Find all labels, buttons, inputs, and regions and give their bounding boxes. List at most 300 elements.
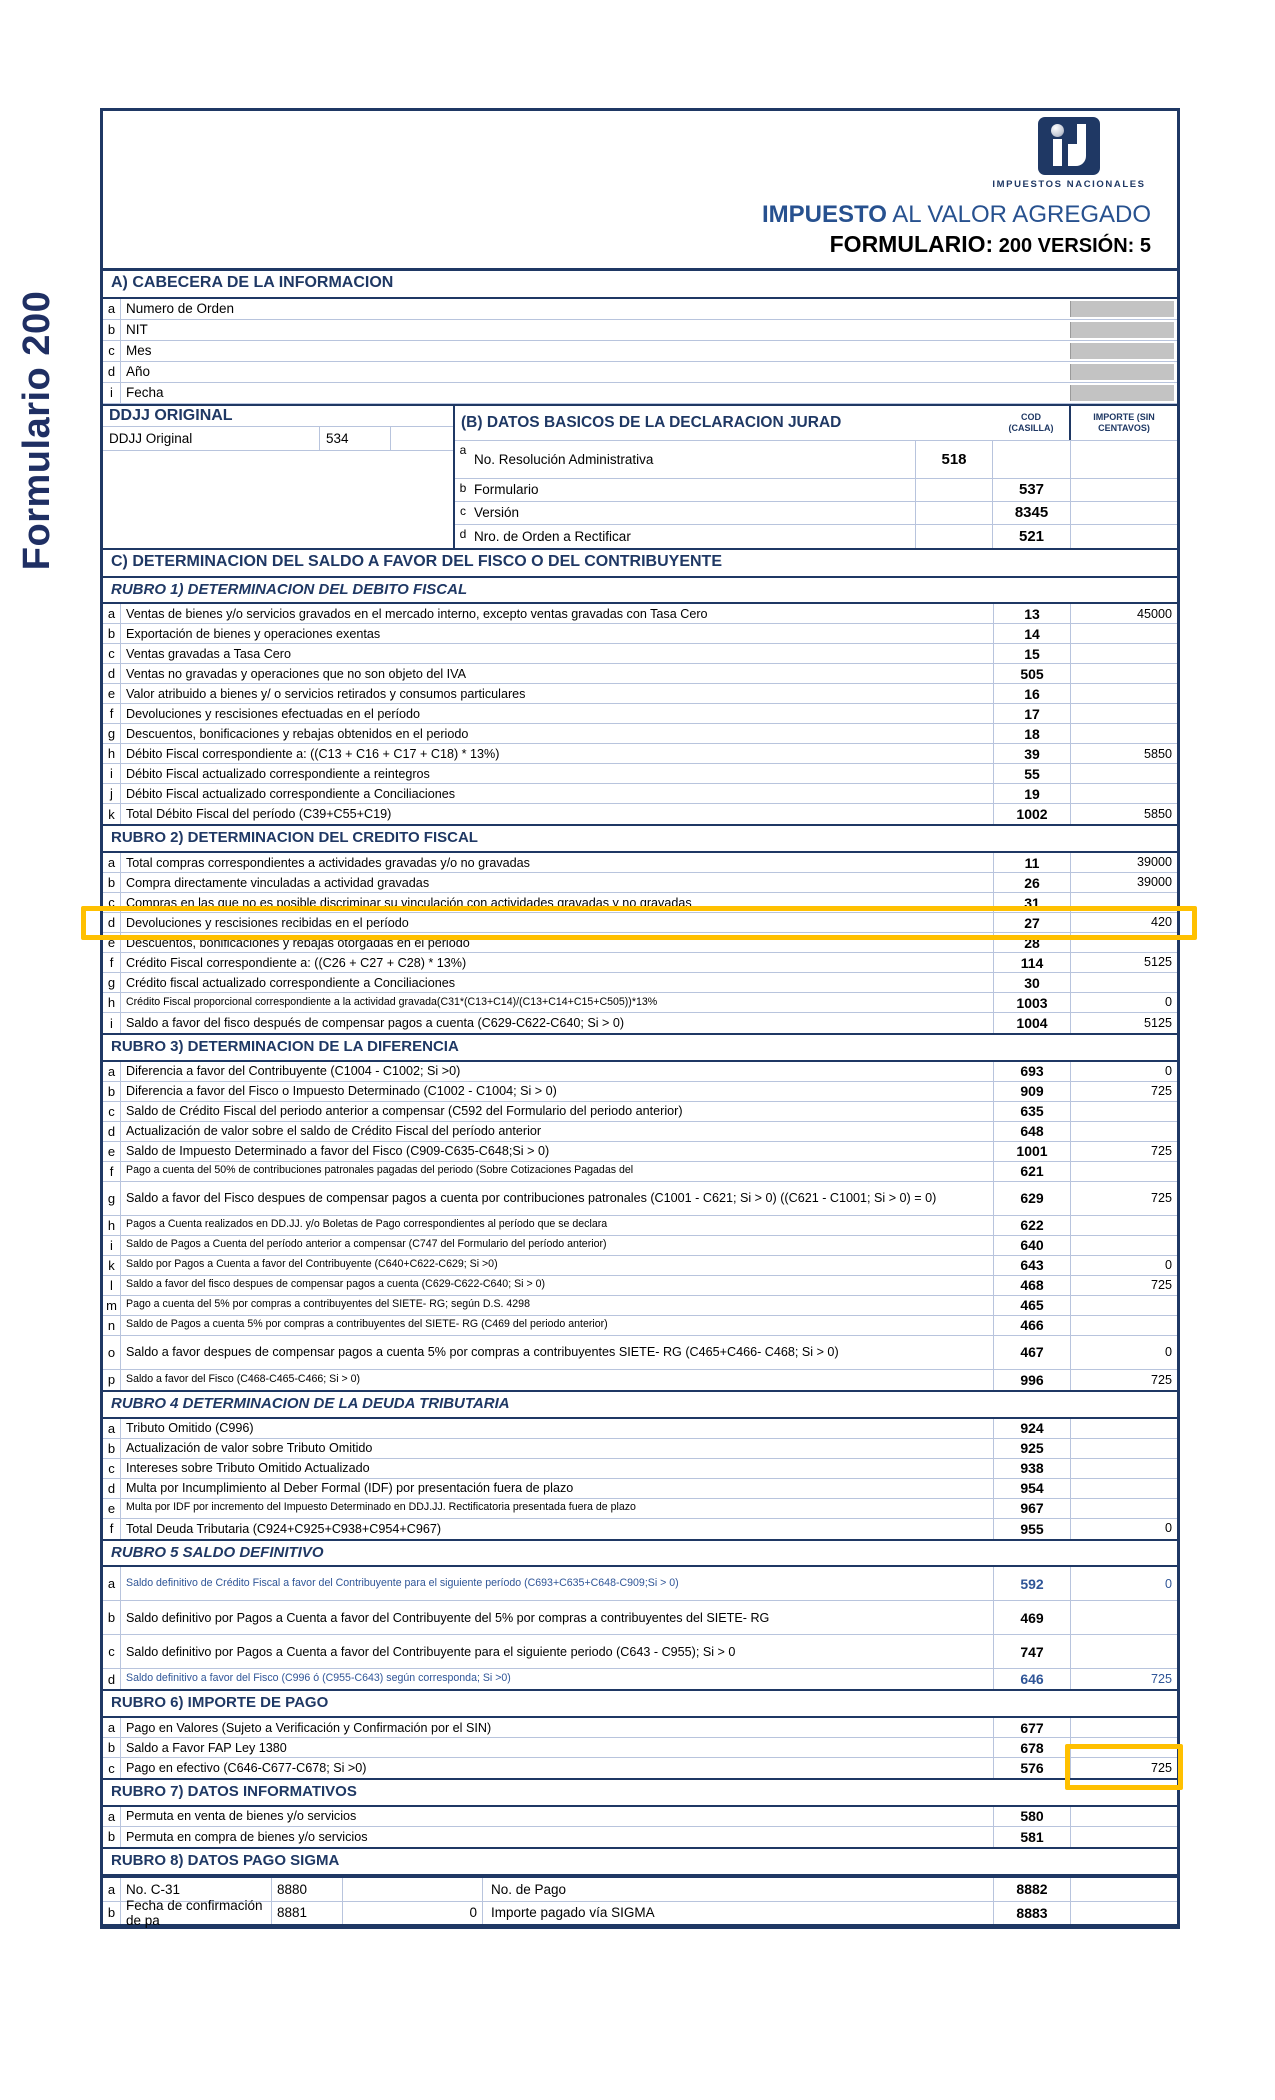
table-row: [103, 1216, 1177, 1236]
table-row: [103, 1827, 1177, 1847]
row-importe-input[interactable]: [1071, 1479, 1177, 1498]
row-cod: 925: [993, 1439, 1071, 1458]
section-c-heading: C) DETERMINACION DEL SALDO A FAVOR DEL FISCO O DEL CONTRIBUYENTE: [103, 550, 1177, 578]
row-label: Saldo por Pagos a Cuenta a favor del Contribuyente (C640+C622-C629; Si >0): [126, 1258, 498, 1271]
row-letter: k: [103, 1256, 121, 1275]
row-cod: 629: [993, 1182, 1071, 1215]
row-cod: 8882: [993, 1878, 1071, 1901]
table-row: [103, 1316, 1177, 1336]
table-row: [103, 1669, 1177, 1689]
row-importe-input[interactable]: [1071, 624, 1177, 643]
table-row: [103, 1162, 1177, 1182]
nit-input[interactable]: [1070, 322, 1174, 338]
row-importe-input[interactable]: [1071, 525, 1177, 548]
table-row: [103, 320, 1177, 341]
row-cod: 30: [993, 973, 1071, 992]
rubro8-heading: RUBRO 8) DATOS PAGO SIGMA: [103, 1847, 1177, 1876]
row-importe-value: 0: [1164, 1258, 1172, 1273]
row-importe-value: 725: [1150, 1278, 1172, 1293]
row-letter: b: [103, 1601, 121, 1634]
table-row: [103, 873, 1177, 893]
row-label: NIT: [126, 322, 148, 338]
row-importe-value: 5125: [1143, 1015, 1172, 1030]
row-cod: 18: [993, 724, 1071, 743]
row-label: Actualización de valor sobre Tributo Omitido: [126, 1441, 373, 1456]
row-importe-value: 725: [1150, 1084, 1172, 1099]
row-letter: k: [103, 804, 121, 824]
row-importe-input[interactable]: [1071, 502, 1177, 524]
ddjj-original-input[interactable]: [391, 427, 453, 450]
row-importe-value: 0: [1164, 1576, 1172, 1591]
table-row: [103, 1601, 1177, 1635]
row-letter: i: [103, 1013, 121, 1033]
table-row: [103, 853, 1177, 873]
row-letter: a: [459, 442, 467, 457]
row-importe-value: 0: [1164, 1345, 1172, 1360]
table-row: [103, 362, 1177, 383]
row-letter: e: [103, 933, 121, 952]
vertical-form-title-text: Formulario 200: [16, 290, 59, 570]
row-value-2[interactable]: 0: [343, 1902, 483, 1924]
row-letter: b: [103, 624, 121, 643]
form-body: [100, 108, 1180, 1929]
row-importe-input[interactable]: [1071, 933, 1177, 952]
row-label: Diferencia a favor del Fisco o Impuesto Determinado (C1002 - C1004; Si > 0): [126, 1084, 557, 1099]
row-letter: i: [103, 1236, 121, 1255]
row-importe-value: 0: [1164, 1064, 1172, 1079]
row-letter: f: [103, 1162, 121, 1181]
table-row: [103, 644, 1177, 664]
row-label: Tributo Omitido (C996): [126, 1421, 254, 1436]
row-letter: c: [103, 1459, 121, 1478]
table-row: [455, 441, 1177, 479]
anio-input[interactable]: [1070, 364, 1174, 380]
row-importe-value: 0: [1164, 995, 1172, 1010]
ddjj-original-label: DDJJ Original: [109, 430, 193, 446]
fecha-input[interactable]: [1070, 385, 1174, 401]
numero-de-orden-input[interactable]: [1070, 301, 1174, 317]
row-label: Descuentos, bonificaciones y rebajas obtenidos en el periodo: [126, 726, 469, 741]
table-row: [103, 1718, 1177, 1738]
row-cod: [915, 525, 993, 548]
ddjj-original-title: DDJJ ORIGINAL: [109, 406, 233, 424]
row-importe-input[interactable]: [1071, 724, 1177, 743]
row-label: Saldo definitivo por Pagos a Cuenta a favor del Contribuyente del 5% por compras a contribuyentes del SIETE- RG: [126, 1610, 770, 1625]
table-row: [103, 913, 1177, 933]
row-cod: 678: [993, 1738, 1071, 1757]
row-importe-input[interactable]: [1071, 1499, 1177, 1518]
table-row: [103, 1102, 1177, 1122]
table-row: [103, 1807, 1177, 1827]
mes-input[interactable]: [1070, 343, 1174, 359]
ddjj-original-row: [103, 426, 453, 450]
row-letter: a: [103, 604, 121, 623]
table-row: [103, 1479, 1177, 1499]
formulario-title: [830, 231, 1151, 258]
col-header-cod: [993, 406, 1071, 440]
row-importe-input[interactable]: [1071, 479, 1177, 501]
table-row: [103, 1122, 1177, 1142]
row-letter: f: [103, 1519, 121, 1539]
agency-logo-text: IMPUESTOS NACIONALES: [992, 179, 1146, 190]
row-cod: 693: [993, 1062, 1071, 1081]
row-label: Pago a cuenta del 50% de contribuciones patronales pagadas del periodo (Sobre Cotizaciones Pagadas del: [126, 1164, 634, 1177]
row-cod: 8883: [993, 1902, 1071, 1924]
row-letter: a: [103, 1718, 121, 1737]
row-letter: b: [103, 1827, 121, 1847]
row-importe-input[interactable]: [1071, 1216, 1177, 1235]
table-row: [103, 1256, 1177, 1276]
row-letter: a: [103, 1419, 121, 1438]
row-importe-input[interactable]: [1071, 1102, 1177, 1121]
table-row: [103, 1062, 1177, 1082]
rubro7-rows: [103, 1807, 1177, 1847]
row-label: Saldo a Favor FAP Ley 1380: [126, 1740, 287, 1755]
row-letter: a: [103, 1567, 121, 1600]
row-importe-value: 5850: [1143, 807, 1172, 822]
rubro4-rows: [103, 1419, 1177, 1539]
row-label: Compras en las que no es posible discriminar su vinculación con actividades gravadas y no gravadas: [126, 895, 692, 910]
row-letter: i: [103, 383, 121, 403]
ddjj-original-panel: [103, 406, 455, 548]
col-header-cod-line1: COD: [1021, 412, 1041, 423]
table-row: [103, 1419, 1177, 1439]
row-cod: 55: [993, 764, 1071, 783]
row-letter: c: [103, 1102, 121, 1121]
row-letter: b: [103, 1902, 121, 1924]
row-letter: d: [103, 1122, 121, 1141]
table-row: [103, 664, 1177, 684]
row-importe-input[interactable]: [1071, 1459, 1177, 1478]
table-row: [103, 764, 1177, 784]
table-row: [103, 784, 1177, 804]
row-label: Fecha: [126, 385, 164, 401]
table-row: [103, 1635, 1177, 1669]
row-letter: a: [103, 1807, 121, 1826]
row-cod: 1003: [993, 993, 1071, 1012]
section-b-block: [103, 404, 1177, 550]
row-cod: 114: [993, 953, 1071, 972]
row-label: Saldo definitivo a favor del Fisco (C996 ó (C955-C643) según corresponda; Si >0): [126, 1672, 511, 1685]
row-label: Actualización de valor sobre el saldo de Crédito Fiscal del período anterior: [126, 1124, 542, 1139]
row-label: Débito Fiscal correspondiente a: ((C13 + C16 + C17 + C18) * 13%): [126, 746, 500, 761]
row-importe-value: 725: [1150, 1672, 1172, 1687]
row-label: Nro. de Orden a Rectificar: [474, 528, 631, 544]
row-importe-value: 5850: [1143, 746, 1172, 761]
row-label: Saldo a favor del Fisco despues de compensar pagos a cuenta por contribuciones patronales (C1001 - C621; Si > 0) ((C621 - C1001; Si > 0) = 0): [126, 1191, 937, 1206]
row-cod: 747: [993, 1635, 1071, 1668]
row-importe-input[interactable]: [1071, 1316, 1177, 1335]
row-importe-value: 39000: [1136, 875, 1172, 890]
row-cod-alt: 521: [993, 525, 1071, 548]
row-cod: 505: [993, 664, 1071, 683]
row-importe-input[interactable]: [1071, 764, 1177, 783]
row-cod-alt: 8345: [993, 502, 1071, 524]
row-letter: j: [103, 784, 121, 803]
section-b-panel: [455, 406, 1177, 548]
row-label: Débito Fiscal actualizado correspondiente a reintegros: [126, 766, 430, 781]
row-letter: b: [103, 1082, 121, 1101]
row-cod: 19: [993, 784, 1071, 803]
formulario-value: 200 VERSIÓN: 5: [993, 235, 1151, 257]
row-importe-value: 420: [1150, 915, 1172, 930]
row-label: Crédito Fiscal proporcional correspondiente a la actividad gravada(C31*(C13+C14)/(C13+C14+C15+C505))*13%: [126, 995, 658, 1008]
row-label: Exportación de bienes y operaciones exentas: [126, 626, 381, 641]
rubro3-heading: RUBRO 3) DETERMINACION DE LA DIFERENCIA: [103, 1033, 1177, 1062]
row-label: Valor atribuido a bienes y/ o servicios retirados y consumos particulares: [126, 686, 526, 701]
row-importe-input[interactable]: [1071, 1878, 1177, 1901]
row-importe-input[interactable]: [1071, 704, 1177, 723]
row-label-left: No. C-31: [126, 1881, 181, 1897]
row-value-2[interactable]: [343, 1878, 483, 1901]
row-label: Mes: [126, 343, 152, 359]
row-cod: [915, 502, 993, 524]
row-cod: 581: [993, 1827, 1071, 1847]
row-label: Débito Fiscal actualizado correspondiente a Conciliaciones: [126, 786, 456, 801]
row-label: Pago en efectivo (C646-C677-C678; Si >0): [126, 1761, 367, 1776]
row-cod: 635: [993, 1102, 1071, 1121]
row-cod: 27: [993, 913, 1071, 932]
row-cod: 640: [993, 1236, 1071, 1255]
impuesto-title-rest: AL VALOR AGREGADO: [886, 201, 1151, 228]
table-row: [103, 1296, 1177, 1316]
row-importe-input[interactable]: [1071, 784, 1177, 803]
row-label: Permuta en compra de bienes y/o servicios: [126, 1829, 368, 1844]
row-letter: f: [103, 953, 121, 972]
row-importe-input[interactable]: [1071, 1419, 1177, 1438]
row-label: Saldo de Pagos a cuenta 5% por compras a contribuyentes del SIETE- RG (C469 del periodo anterior): [126, 1318, 608, 1331]
row-cod: 39: [993, 744, 1071, 763]
table-row: [103, 1567, 1177, 1601]
form-header: [103, 111, 1177, 271]
row-letter: m: [103, 1296, 121, 1315]
row-letter: c: [103, 1758, 121, 1778]
row-letter: a: [103, 1062, 121, 1081]
row-importe-value: 45000: [1136, 606, 1172, 621]
row-importe-input[interactable]: [1071, 684, 1177, 703]
rubro8-rows: [103, 1876, 1177, 1926]
row-importe-input[interactable]: [1071, 1807, 1177, 1826]
row-letter: d: [103, 913, 121, 932]
row-importe-value: 5125: [1143, 955, 1172, 970]
table-row: [103, 1182, 1177, 1216]
row-importe-input[interactable]: [1071, 1718, 1177, 1737]
row-letter: g: [103, 1182, 121, 1215]
row-importe-input[interactable]: [1071, 644, 1177, 663]
ddjj-original-filler: [103, 450, 453, 516]
rubro6-rows: [103, 1718, 1177, 1778]
row-cod: 518: [915, 441, 993, 478]
row-cod: 15: [993, 644, 1071, 663]
table-row: [103, 1142, 1177, 1162]
row-label: Saldo a favor del Fisco (C468-C465-C466; Si > 0): [126, 1372, 361, 1385]
table-row: [103, 1897, 1177, 1928]
row-importe-input[interactable]: [1071, 1162, 1177, 1181]
row-letter: e: [103, 1499, 121, 1518]
row-label: Ventas gravadas a Tasa Cero: [126, 646, 291, 661]
row-label: Saldo definitivo por Pagos a Cuenta a favor del Contribuyente para el siguiente periodo (C643 - C955); Si > 0: [126, 1644, 736, 1659]
row-letter: n: [103, 1316, 121, 1335]
table-row: [103, 893, 1177, 913]
row-cod: 576: [993, 1758, 1071, 1778]
row-label: Pagos a Cuenta realizados en DD.JJ. y/o Boletas de Pago correspondientes al período que se declara: [126, 1218, 608, 1231]
row-importe-input[interactable]: [1071, 1601, 1177, 1634]
row-letter: c: [103, 341, 121, 361]
row-cod-alt: 537: [993, 479, 1071, 501]
row-label: Diferencia a favor del Contribuyente (C1004 - C1002; Si >0): [126, 1064, 461, 1079]
row-cod: 648: [993, 1122, 1071, 1141]
row-cod: 1002: [993, 804, 1071, 824]
row-letter: d: [103, 362, 121, 382]
formulario-label: FORMULARIO:: [829, 231, 994, 257]
row-label: Saldo definitivo de Crédito Fiscal a favor del Contribuyente para el siguiente período (C693+C635+C648-C909;Si > 0): [126, 1576, 679, 1589]
rubro5-rows: [103, 1567, 1177, 1689]
row-importe-input[interactable]: [1071, 1827, 1177, 1847]
row-cod: 909: [993, 1082, 1071, 1101]
row-cod: 967: [993, 1499, 1071, 1518]
row-importe-input[interactable]: [1071, 1122, 1177, 1141]
row-letter: d: [459, 526, 467, 541]
impuesto-title-lead: IMPUESTO: [761, 201, 887, 228]
row-cod: 1001: [993, 1142, 1071, 1161]
row-label-right: No. de Pago: [491, 1881, 567, 1897]
row-letter: c: [103, 644, 121, 663]
row-label-right: Importe pagado vía SIGMA: [491, 1905, 655, 1921]
row-importe-value: 725: [1150, 1372, 1172, 1387]
row-letter: e: [103, 1142, 121, 1161]
rubro1-heading: RUBRO 1) DETERMINACION DEL DEBITO FISCAL: [103, 578, 1177, 605]
row-label: Año: [126, 364, 151, 380]
section-b-header-row: [455, 406, 1177, 441]
row-importe-input[interactable]: [1071, 1902, 1177, 1924]
table-row: [103, 1336, 1177, 1370]
row-label-left: Fecha de confirmación de pa: [126, 1897, 263, 1928]
row-importe-input[interactable]: [1071, 1236, 1177, 1255]
row-letter: i: [103, 764, 121, 783]
row-cod: 465: [993, 1296, 1071, 1315]
row-letter: h: [103, 1216, 121, 1235]
table-row: [103, 1758, 1177, 1778]
row-label: Total compras correspondientes a actividades gravadas y/o no gravadas: [126, 855, 530, 870]
table-row: [103, 1082, 1177, 1102]
row-letter: b: [459, 480, 467, 495]
row-cod: 938: [993, 1459, 1071, 1478]
table-row: [103, 1499, 1177, 1519]
agency-logo: [989, 117, 1149, 190]
row-label: Saldo de Pagos a Cuenta del período anterior a compensar (C747 del Formulario del período anterior): [126, 1238, 607, 1251]
section-a-heading: A) CABECERA DE LA INFORMACION: [103, 271, 1177, 299]
row-label: Crédito Fiscal correspondiente a: ((C26 + C27 + C28) * 13%): [126, 955, 467, 970]
row-cod: 1004: [993, 1013, 1071, 1033]
row-label: Devoluciones y rescisiones recibidas en el período: [126, 915, 409, 930]
row-label: Multa por Incumplimiento al Deber Formal (IDF) por presentación fuera de plazo: [126, 1481, 574, 1496]
row-letter: h: [103, 744, 121, 763]
row-label: Saldo a favor despues de compensar pagos a cuenta 5% por compras a contribuyentes SIETE- RG (C465+C466- C468; Si > 0): [126, 1345, 839, 1360]
row-letter: o: [103, 1336, 121, 1369]
row-label: Ventas de bienes y/o servicios gravados en el mercado interno, excepto ventas gravadas con Tasa Cero: [126, 606, 708, 621]
row-cod: 677: [993, 1718, 1071, 1737]
row-cod: 469: [993, 1601, 1071, 1634]
row-label: Saldo a favor del fisco despues de compensar pagos a cuenta (C629-C622-C640; Si > 0): [126, 1278, 545, 1291]
rubro6-heading: RUBRO 6) IMPORTE DE PAGO: [103, 1689, 1177, 1718]
row-cod: 11: [993, 853, 1071, 872]
row-importe-input[interactable]: [1071, 1738, 1177, 1757]
row-cod: 954: [993, 1479, 1071, 1498]
row-importe-value: 725: [1150, 1191, 1172, 1206]
row-importe-value: 725: [1150, 1144, 1172, 1159]
col-header-cod-line2: (CASILLA): [1008, 422, 1054, 433]
row-label: Formulario: [474, 482, 539, 498]
row-letter: a: [103, 299, 121, 319]
row-importe-input[interactable]: [1071, 893, 1177, 912]
rubro2-heading: RUBRO 2) DETERMINACION DEL CREDITO FISCAL: [103, 824, 1177, 853]
table-row: [103, 744, 1177, 764]
row-letter: b: [103, 1439, 121, 1458]
row-importe-value: 0: [1164, 1521, 1172, 1536]
row-label: Total Deuda Tributaria (C924+C925+C938+C954+C967): [126, 1521, 442, 1536]
row-cod: 468: [993, 1276, 1071, 1295]
table-row: [103, 1439, 1177, 1459]
row-value-1[interactable]: 8881: [271, 1902, 343, 1924]
row-cod: 26: [993, 873, 1071, 892]
row-importe-input[interactable]: [1071, 973, 1177, 992]
section-b-heading: (B) DATOS BASICOS DE LA DECLARACION JURAD: [461, 413, 842, 431]
table-row: [455, 525, 1177, 548]
row-value-1[interactable]: 8880: [271, 1878, 343, 1901]
row-letter: g: [103, 973, 121, 992]
row-letter: c: [460, 503, 466, 518]
row-letter: c: [103, 1635, 121, 1668]
row-label: Versión: [474, 505, 520, 521]
row-importe-input[interactable]: [1071, 1635, 1177, 1668]
row-label: Intereses sobre Tributo Omitido Actualizado: [126, 1461, 370, 1476]
rubro4-heading: RUBRO 4 DETERMINACION DE LA DEUDA TRIBUTARIA: [103, 1390, 1177, 1419]
row-label: Descuentos, bonificaciones y rebajas otorgadas en el periodo: [126, 935, 470, 950]
row-label: Permuta en venta de bienes y/o servicios: [126, 1809, 357, 1824]
row-label: Devoluciones y rescisiones efectuadas en el período: [126, 706, 421, 721]
row-importe-input[interactable]: [1071, 441, 1177, 478]
row-importe-input[interactable]: [1071, 1439, 1177, 1458]
table-row: [103, 933, 1177, 953]
table-row: [103, 993, 1177, 1013]
rubro1-rows: [103, 604, 1177, 824]
table-row: [103, 684, 1177, 704]
row-cod: 621: [993, 1162, 1071, 1181]
row-cod: 466: [993, 1316, 1071, 1335]
table-row: [103, 1013, 1177, 1033]
row-cod: 955: [993, 1519, 1071, 1539]
row-label: Multa por IDF por incremento del Impuesto Determinado en DDJ.JJ. Rectificatoria presentada fuera de plazo: [126, 1501, 636, 1514]
row-cod: 17: [993, 704, 1071, 723]
row-cod: [915, 479, 993, 501]
table-row: [103, 1519, 1177, 1539]
row-label: Saldo de Impuesto Determinado a favor del Fisco (C909-C635-C648;Si > 0): [126, 1144, 550, 1159]
table-row: [103, 383, 1177, 404]
table-row: [103, 1459, 1177, 1479]
rubro5-heading: RUBRO 5 SALDO DEFINITIVO: [103, 1539, 1177, 1568]
row-label: Saldo de Crédito Fiscal del periodo anterior a compensar (C592 del Formulario del periodo anterior): [126, 1104, 683, 1119]
row-label: Crédito fiscal actualizado correspondiente a Conciliaciones: [126, 975, 456, 990]
row-importe-input[interactable]: [1071, 664, 1177, 683]
impuestos-nacionales-icon: [1038, 117, 1100, 175]
row-letter: f: [103, 704, 121, 723]
row-letter: h: [103, 993, 121, 1012]
table-row: [103, 624, 1177, 644]
row-cod: 580: [993, 1807, 1071, 1826]
row-letter: a: [103, 853, 121, 872]
table-row: [103, 973, 1177, 993]
row-importe-input[interactable]: [1071, 1296, 1177, 1315]
